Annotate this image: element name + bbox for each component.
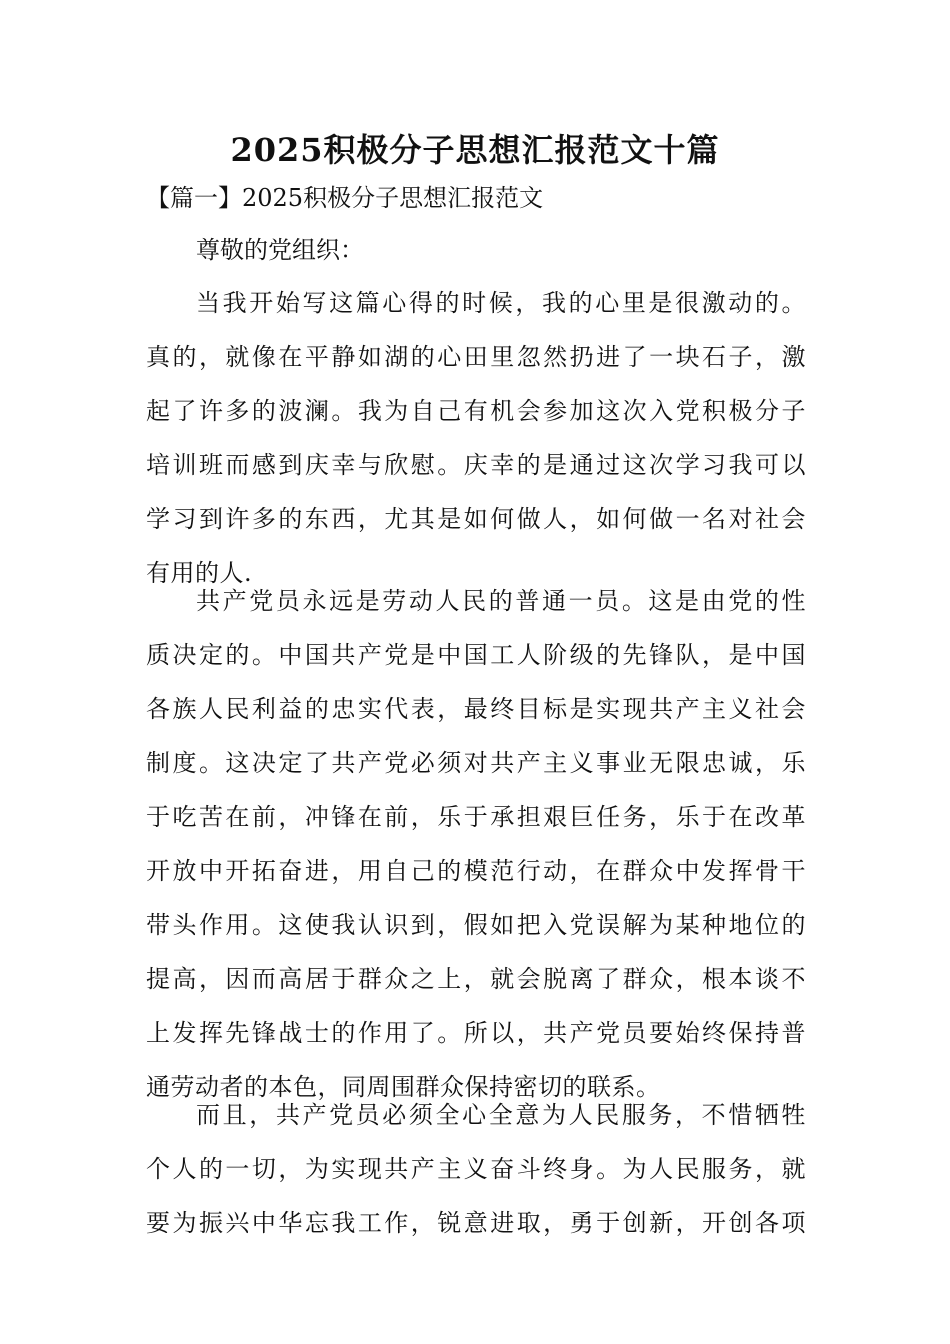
text-line: 通劳动者的本色，同周围群众保持密切的联系。: [146, 1073, 661, 1101]
text-line: 而且，共产党员必须全心全意为人民服务，不惜牺牲: [196, 1101, 806, 1129]
text-line: 真的，就像在平静如湖的心田里忽然扔进了一块石子，激: [146, 343, 806, 371]
text-line: 提高，因而高居于群众之上，就会脱离了群众，根本谈不: [146, 965, 806, 993]
text-line: 带头作用。这使我认识到，假如把入党误解为某种地位的: [146, 911, 806, 939]
salutation: 尊敬的党组织：: [196, 236, 364, 264]
text-line: 个人的一切，为实现共产主义奋斗终身。为人民服务，就: [146, 1155, 806, 1183]
document-title: 2025积极分子思想汇报范文十篇: [230, 131, 720, 169]
text-line: 起了许多的波澜。我为自己有机会参加这次入党积极分子: [146, 397, 806, 425]
text-line: 共产党员永远是劳动人民的普通一员。这是由党的性: [196, 587, 806, 615]
text-line: 制度。这决定了共产党必须对共产主义事业无限忠诚，乐: [146, 749, 806, 777]
text-line: 上发挥先锋战士的作用了。所以，共产党员要始终保持普: [146, 1019, 806, 1047]
text-line: 开放中开拓奋进，用自己的模范行动，在群众中发挥骨干: [146, 857, 806, 885]
text-line: 质决定的。中国共产党是中国工人阶级的先锋队，是中国: [146, 641, 806, 669]
text-line: 当我开始写这篇心得的时候，我的心里是很激动的。: [196, 289, 806, 317]
text-line: 于吃苦在前，冲锋在前，乐于承担艰巨任务，乐于在改革: [146, 803, 806, 831]
paragraph-1: [146, 276, 806, 600]
paragraph-2: [146, 574, 806, 1114]
text-line: 各族人民利益的忠实代表，最终目标是实现共产主义社会: [146, 695, 806, 723]
text-line: 学习到许多的东西，尤其是如何做人，如何做一名对社会: [146, 505, 806, 533]
text-line: 有用的人.: [146, 559, 253, 587]
section-heading: 【篇一】2025积极分子思想汇报范文: [146, 184, 544, 212]
text-line: 培训班而感到庆幸与欣慰。庆幸的是通过这次学习我可以: [146, 451, 806, 479]
text-line: 要为振兴中华忘我工作，锐意进取，勇于创新，开创各项: [146, 1209, 806, 1237]
paragraph-3: [146, 1088, 806, 1250]
